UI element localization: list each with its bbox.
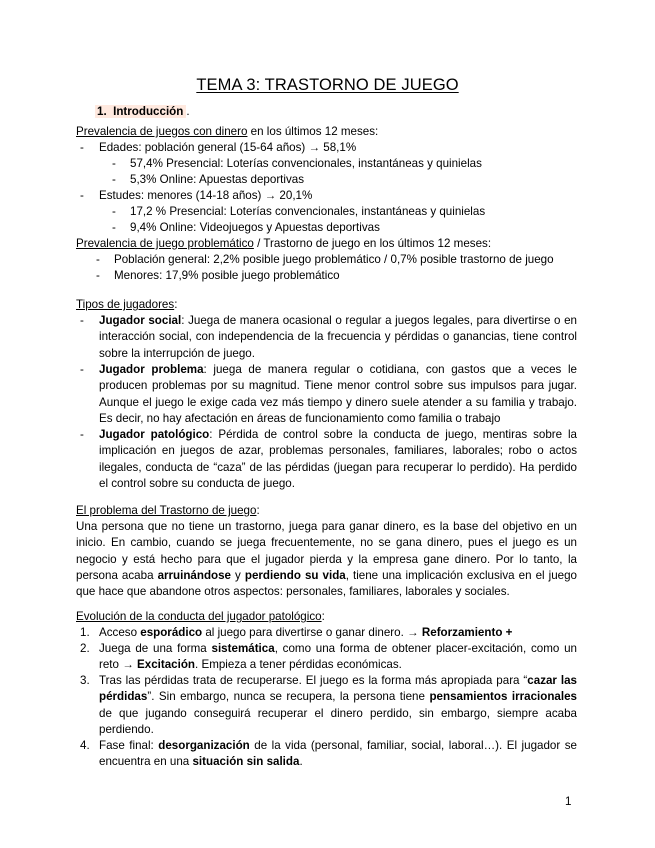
section-number: 1. (97, 105, 107, 118)
evolution-item-1: Acceso esporádico al juego para divertirse o ganar dinero. → Reforzamiento + (99, 626, 513, 639)
evolution-heading: Evolución de la conducta del jugador patológico: (76, 610, 325, 623)
list-item-minors-presencial: 17,2 % Presencial: Loterías convencionales, instantáneas y quinielas (130, 205, 486, 218)
list-number: 4. (80, 739, 90, 752)
page-number: 1 (565, 795, 572, 808)
evolution-item-4: Fase final: desorganización de la vida (personal, familiar, social, laboral…). El jugador se encuentra en una situación sin salida. (99, 739, 577, 769)
list-item-adults-online: 5,3% Online: Apuestas deportivas (130, 173, 305, 186)
player-types-heading: Tipos de jugadores: (76, 298, 178, 311)
bullet-dash: - (112, 157, 116, 170)
prevalence-heading: Prevalencia de juegos con dinero en los últimos 12 meses: (76, 125, 379, 138)
list-item-minors: Estudes: menores (14-18 años) → 20,1% (99, 189, 313, 202)
list-number: 3. (80, 674, 90, 687)
list-item-adults-presencial: 57,4% Presencial: Loterías convencionales, instantáneas y quinielas (130, 157, 482, 170)
player-type-name: Jugador social (99, 314, 182, 327)
disorder-problem-heading: El problema del Trastorno de juego: (76, 504, 260, 517)
bullet-dash: - (96, 253, 100, 266)
list-number: 1. (80, 626, 90, 639)
bullet-dash: - (112, 205, 116, 218)
problem-prevalence-heading: Prevalencia de juego problemático / Trastorno de juego en los últimos 12 meses: (76, 237, 492, 250)
list-item-minors-online: 9,4% Online: Videojuegos y Apuestas deportivas (130, 221, 380, 234)
page-title: TEMA 3: TRASTORNO DE JUEGO (196, 76, 459, 94)
section-heading-introduccion: 1. Introducción . (97, 105, 190, 118)
disorder-problem-paragraph: Una persona que no tiene un trastorno, juega para ganar dinero, es la base del objetivo en un inicio. En cambio, cuando se juega frecuentemente, no se gana dinero, pues el juego es un negocio y está hecho para que el jugador pierda y la empresa gane dinero. Por lo tanto, la persona acaba arruinándose y perdiendo su vida, tiene una implicación exclusiva en el juego que hace que abandone otros aspectos: personales, familiares, laborales y sociales. (76, 520, 577, 598)
bullet-dash: - (80, 314, 84, 327)
evolution-item-2: Juega de una forma sistemática, como una forma de obtener placer-excitación, como un reto → Excitación. Empieza a tener pérdidas económicas. (99, 642, 577, 672)
bullet-dash: - (80, 141, 84, 154)
bullet-dash: - (112, 221, 116, 234)
list-item-adults: Edades: población general (15-64 años) → 58,1% (99, 141, 357, 154)
list-item-general-population: Población general: 2,2% posible juego problemático / 0,7% posible trastorno de juego (114, 253, 554, 266)
player-type-name: Jugador problema (99, 363, 204, 376)
player-type-pathological: Jugador patológico: Pérdida de control sobre la conducta de juego, mentiras sobre la implicación en juegos de azar, problemas personales, familiares, laborales; robo o actos ilegales, conducta de “caza” de las pérdidas (juegan para recuperar lo perdido). Ha perdido el control sobre su conducta de juego. (99, 428, 577, 490)
bullet-dash: - (112, 173, 116, 186)
list-number: 2. (80, 642, 90, 655)
evolution-item-3: Tras las pérdidas trata de recuperarse. El juego es la forma más apropiada para “cazar las pérdidas”. Sin embargo, nunca se recupera, la persona tiene pensamientos irracionales de que jugando conseguirá recuperar el dinero perdido, sin embargo, siempre acaba perdiendo. (99, 674, 577, 736)
list-item-minors-problem: Menores: 17,9% posible juego problemático (114, 269, 340, 282)
bullet-dash: - (96, 269, 100, 282)
player-type-name: Jugador patológico (99, 428, 210, 441)
bullet-dash: - (80, 189, 84, 202)
player-type-problem: Jugador problema: juega de manera regular o cotidiana, con gastos que a veces le producen problemas por su magnitud. Tiene menor control sobre sus impulsos para jugar. Aunque el juego le exige cada vez más tiempo y dinero suele atender a su familia y trabajo. Es decir, no hay afectación en áreas de funcionamiento como familia o trabajo (99, 363, 577, 425)
bullet-dash: - (80, 363, 84, 376)
section-heading-highlight (95, 105, 186, 118)
section-label: Introducción (113, 105, 184, 118)
bullet-dash: - (80, 428, 84, 441)
player-type-social: Jugador social: Juega de manera ocasional o regular a juegos legales, para divertirse o en interacción social, con independencia de la frecuencia y pérdidas o ganancias, tiene control sobre la interrupción de juego. (99, 314, 577, 360)
